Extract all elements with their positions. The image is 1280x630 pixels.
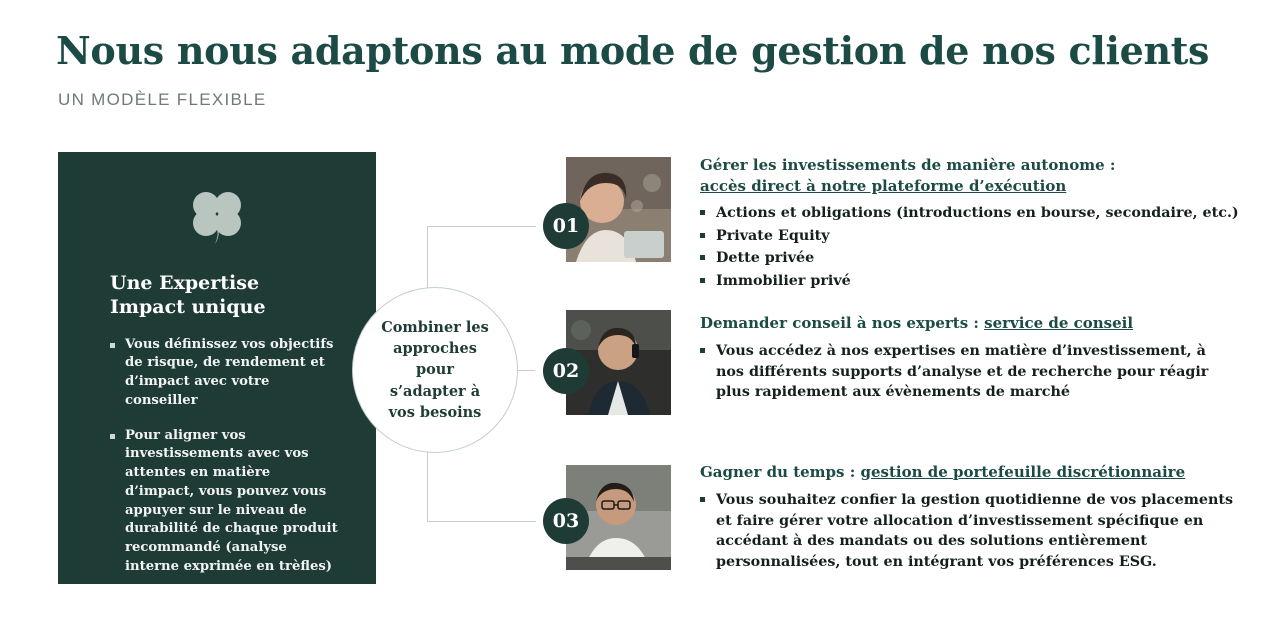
circle-line-1: Combiner les bbox=[381, 319, 489, 337]
step-badge-01: 01 bbox=[543, 203, 589, 249]
list-item: Dette privée bbox=[700, 248, 1260, 269]
panel-bullet-list bbox=[110, 336, 338, 577]
step-badge-02: 02 bbox=[543, 348, 589, 394]
block-title-underlined-01: accès direct à notre plateforme d’exécution bbox=[700, 177, 1067, 196]
block-title-plain-02: Demander conseil à nos experts : bbox=[700, 314, 985, 332]
panel-heading-line1: Une Expertise bbox=[110, 272, 260, 294]
block-list-01 bbox=[700, 203, 1260, 294]
block-title-02 bbox=[700, 313, 1260, 334]
list-item: Actions et obligations (introductions en bourse, secondaire, etc.) bbox=[700, 203, 1260, 224]
circle-line-3: s’adapter à bbox=[389, 382, 481, 400]
page-subtitle: UN MODÈLE FLEXIBLE bbox=[58, 90, 267, 109]
page-title: Nous nous adaptons au mode de gestion de nos clients bbox=[56, 28, 1210, 73]
block-title-03 bbox=[700, 462, 1260, 483]
list-item: Vous accédez à nos expertises en matière d’investissement, à nos différents supports d’analyse et de recherche pour réagir plus rapidement aux évènements de marché bbox=[700, 341, 1230, 403]
list-item: Vous souhaitez confier la gestion quotidienne de vos placements et faire gérer votre allocation d’investissement spécifique en accédant à des mandats ou des solutions entièrement personnalisées, tout en intégrant vos préférences ESG. bbox=[700, 490, 1245, 573]
list-item: Immobilier privé bbox=[700, 271, 1260, 292]
block-title-underlined-02: service de conseil bbox=[984, 314, 1134, 332]
clover-icon bbox=[184, 188, 250, 250]
block-title-plain-03: Gagner du temps : bbox=[700, 463, 861, 481]
expertise-panel bbox=[58, 152, 376, 584]
clover-icon-wrap bbox=[84, 188, 350, 255]
block-list-03 bbox=[700, 490, 1245, 575]
block-title-plain-01: Gérer les investissements de manière autonome : bbox=[700, 156, 1116, 174]
center-circle-text bbox=[376, 317, 494, 422]
block-title-01 bbox=[700, 155, 1260, 198]
list-item: Private Equity bbox=[700, 226, 1260, 247]
list-item: Vous définissez vos objectifs de risque, de rendement et d’impact avec votre conseiller bbox=[110, 336, 338, 411]
list-item: Pour aligner vos investissements avec vos attentes en matière d’impact, vous pouvez vous appuyer sur le niveau de durabilité de chaque produit recommandé (analyse interne exprimée en trèfles) bbox=[110, 427, 338, 577]
panel-heading-line2: Impact unique bbox=[110, 296, 266, 319]
panel-heading bbox=[110, 271, 350, 320]
step-badge-03: 03 bbox=[543, 498, 589, 544]
circle-line-2: approches pour bbox=[393, 340, 477, 379]
circle-line-4: vos besoins bbox=[388, 403, 482, 421]
block-title-underlined-03: gestion de portefeuille discrétionnaire bbox=[860, 463, 1186, 481]
center-circle bbox=[352, 287, 518, 453]
block-list-02 bbox=[700, 341, 1230, 405]
